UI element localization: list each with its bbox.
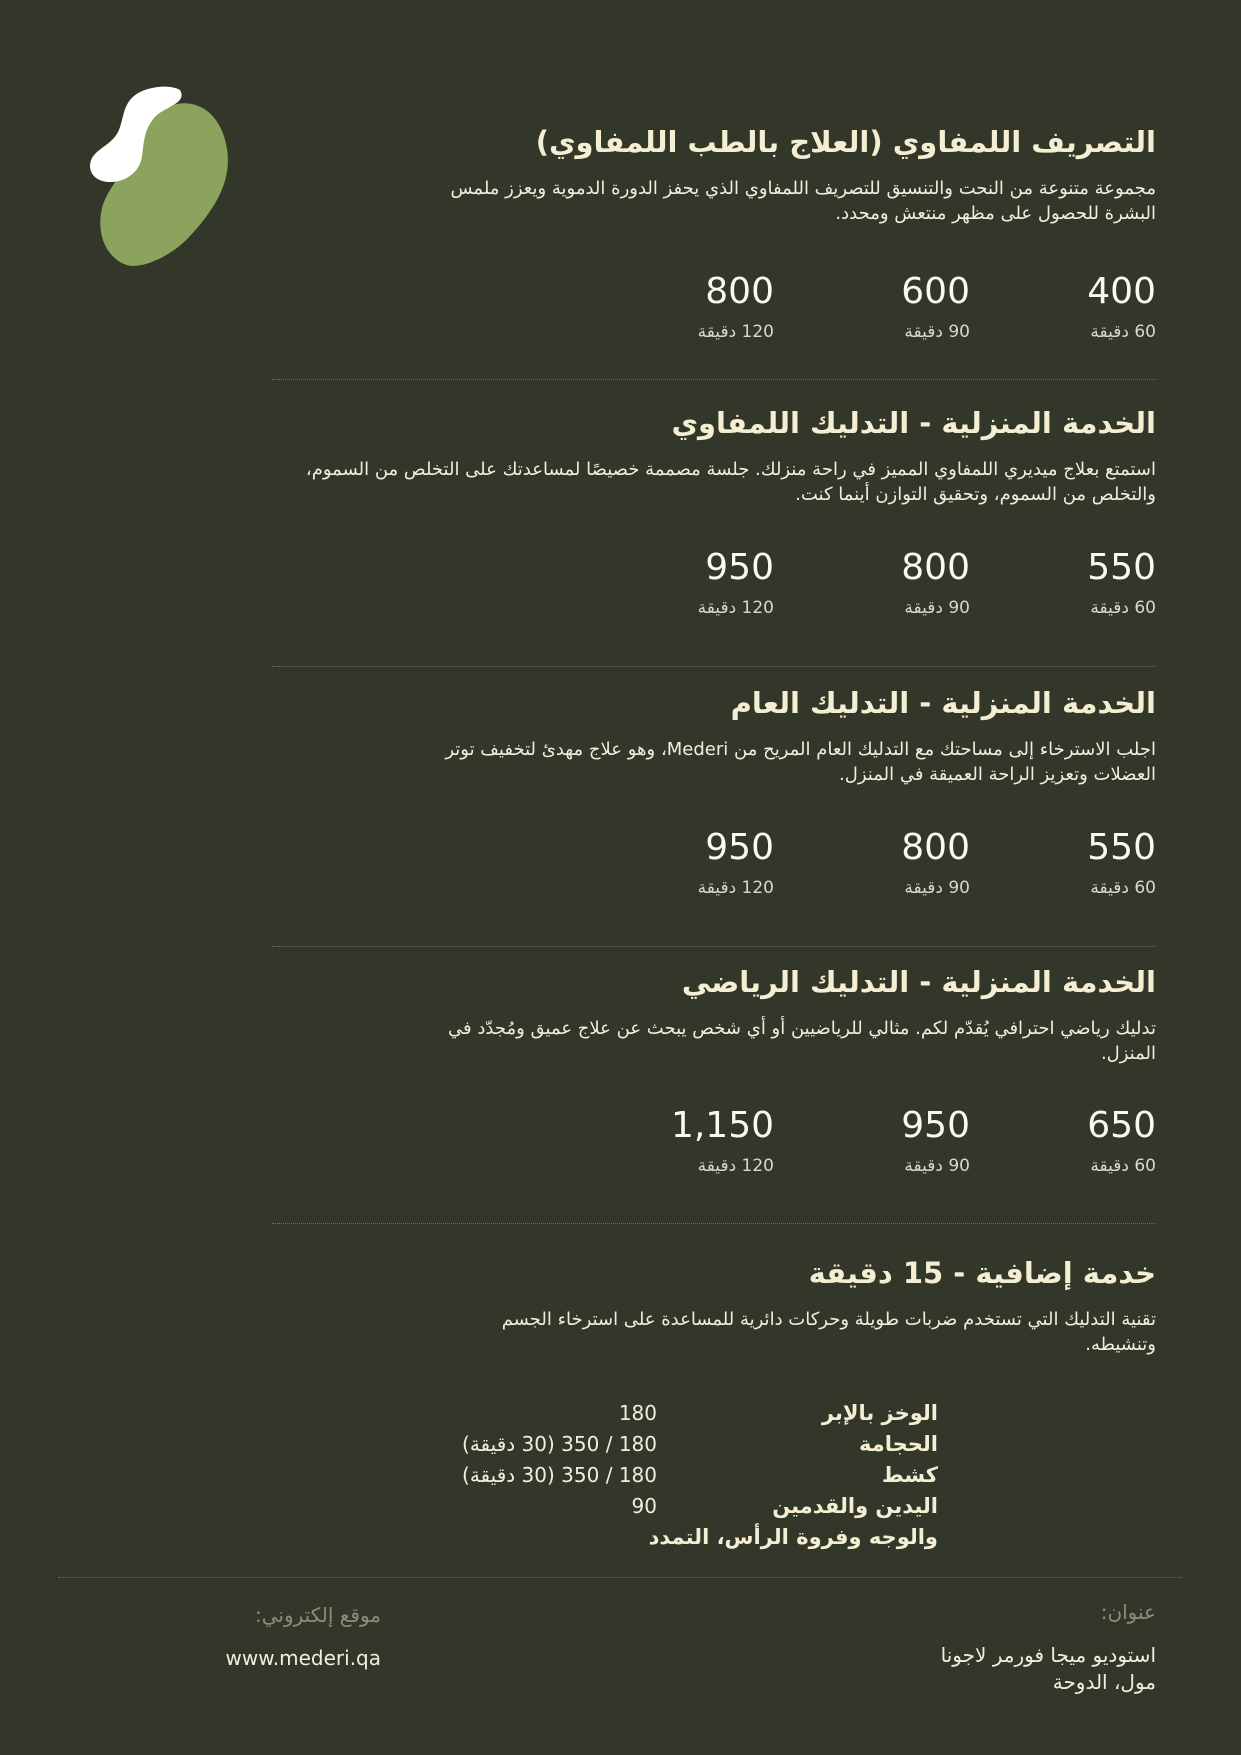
section-title: الخدمة المنزلية - التدليك الرياضي	[681, 965, 1156, 999]
addon-item	[238, 1491, 938, 1522]
price-option	[901, 547, 970, 618]
price-value: 800	[901, 827, 970, 868]
addon-section	[271, 1255, 1156, 1358]
addon-item	[238, 1429, 938, 1460]
addon-item-price: 90	[631, 1494, 657, 1518]
addon-list	[238, 1398, 938, 1553]
addon-item	[238, 1460, 938, 1491]
price-option	[901, 1105, 970, 1176]
section-divider	[272, 379, 1156, 380]
website-link[interactable]: www.mederi.qa	[225, 1646, 381, 1670]
section-description: استمتع بعلاج ميديري اللمفاوي المميز في راحة منزلك. جلسة مصممة خصيصًا لمساعدتك على التخلص من السموم، والتخلص من السموم، وتحقيق التوازن أينما كنت.	[305, 459, 1156, 506]
price-duration: 60 دقيقة	[1090, 598, 1156, 618]
price-duration: 90 دقيقة	[904, 1156, 970, 1176]
section-description: مجموعة متنوعة من النحت والتنسيق للتصريف اللمفاوي الذي يحفز الدورة الدموية ويعزز ملمس البشرة للحصول على مظهر منتعش ومحدد.	[450, 178, 1156, 225]
service-section	[271, 405, 1156, 508]
price-duration: 120 دقيقة	[697, 1156, 774, 1176]
price-duration: 120 دقيقة	[697, 322, 774, 342]
price-duration: 60 دقيقة	[1090, 878, 1156, 898]
service-section	[271, 964, 1156, 1067]
footer-website	[226, 1603, 381, 1672]
section-description: تدليك رياضي احترافي يُقدّم لكم. مثالي للرياضيين أو أي شخص يبحث عن علاج عميق ومُجدّد في المنزل.	[448, 1018, 1156, 1065]
price-option	[1087, 827, 1156, 898]
price-value: 650	[1087, 1105, 1156, 1146]
address-line: مول، الدوحة	[1052, 1670, 1156, 1694]
addon-item-price: 180 / 350 (30 دقيقة)	[462, 1463, 657, 1487]
section-description: اجلب الاسترخاء إلى مساحتك مع التدليك العام المريح من Mederi، وهو علاج مهدئ لتخفيف توتر العضلات وتعزيز الراحة العميقة في المنزل.	[445, 739, 1156, 786]
price-option	[1087, 547, 1156, 618]
price-option	[1087, 271, 1156, 342]
price-value: 950	[901, 1105, 970, 1146]
price-value: 950	[705, 827, 774, 868]
service-section	[271, 124, 1156, 227]
price-value: 550	[1087, 547, 1156, 588]
section-divider	[272, 946, 1156, 947]
addon-item-name: اليدين والقدمين	[772, 1494, 938, 1518]
price-duration: 90 دقيقة	[904, 598, 970, 618]
section-divider	[272, 1223, 1156, 1224]
website-label: موقع إلكتروني:	[254, 1603, 381, 1627]
price-duration: 90 دقيقة	[904, 878, 970, 898]
address-label: عنوان:	[1100, 1600, 1156, 1624]
addon-item	[238, 1398, 938, 1429]
price-value: 600	[901, 271, 970, 312]
addon-description: تقنية التدليك التي تستخدم ضربات طويلة وحركات دائرية للمساعدة على استرخاء الجسم وتنشيطه.	[501, 1309, 1156, 1356]
addon-item-name: كشط	[881, 1463, 938, 1487]
price-duration: 90 دقيقة	[904, 322, 970, 342]
section-divider	[272, 666, 1156, 667]
price-duration: 120 دقيقة	[697, 598, 774, 618]
price-list	[316, 827, 1156, 910]
section-title: الخدمة المنزلية - التدليك العام	[730, 686, 1156, 720]
price-list	[316, 271, 1156, 354]
price-list	[316, 1105, 1156, 1188]
price-duration: 60 دقيقة	[1090, 322, 1156, 342]
addon-item-name: الحجامة	[859, 1432, 938, 1456]
price-option	[901, 271, 970, 342]
addon-item-price: 180	[618, 1401, 657, 1425]
price-value: 550	[1087, 827, 1156, 868]
price-option	[697, 271, 774, 342]
addon-title: خدمة إضافية - 15 دقيقة	[808, 1256, 1156, 1290]
addon-item-name: والوجه وفروة الرأس، التمدد	[648, 1525, 938, 1549]
price-value: 800	[705, 271, 774, 312]
addon-item-price: 180 / 350 (30 دقيقة)	[462, 1432, 657, 1456]
price-option	[670, 1105, 774, 1176]
price-option	[697, 827, 774, 898]
price-list	[316, 547, 1156, 630]
service-section	[271, 685, 1156, 788]
price-value: 1,150	[670, 1105, 774, 1146]
footer-address	[941, 1600, 1156, 1696]
price-option	[697, 547, 774, 618]
address-line: استوديو ميجا فورمر لاجونا	[940, 1643, 1156, 1667]
address-value	[941, 1642, 1156, 1696]
price-option	[901, 827, 970, 898]
footer-divider	[58, 1577, 1182, 1578]
price-value: 950	[705, 547, 774, 588]
leaf-blob-logo-icon	[88, 86, 234, 272]
addon-item	[238, 1522, 938, 1553]
section-title: الخدمة المنزلية - التدليك اللمفاوي	[671, 406, 1156, 440]
addon-item-name: الوخز بالإبر	[821, 1401, 938, 1425]
price-value: 800	[901, 547, 970, 588]
price-duration: 120 دقيقة	[697, 878, 774, 898]
price-value: 400	[1087, 271, 1156, 312]
price-option	[1087, 1105, 1156, 1176]
price-duration: 60 دقيقة	[1090, 1156, 1156, 1176]
section-title: التصريف اللمفاوي (العلاج بالطب اللمفاوي)	[535, 125, 1156, 159]
